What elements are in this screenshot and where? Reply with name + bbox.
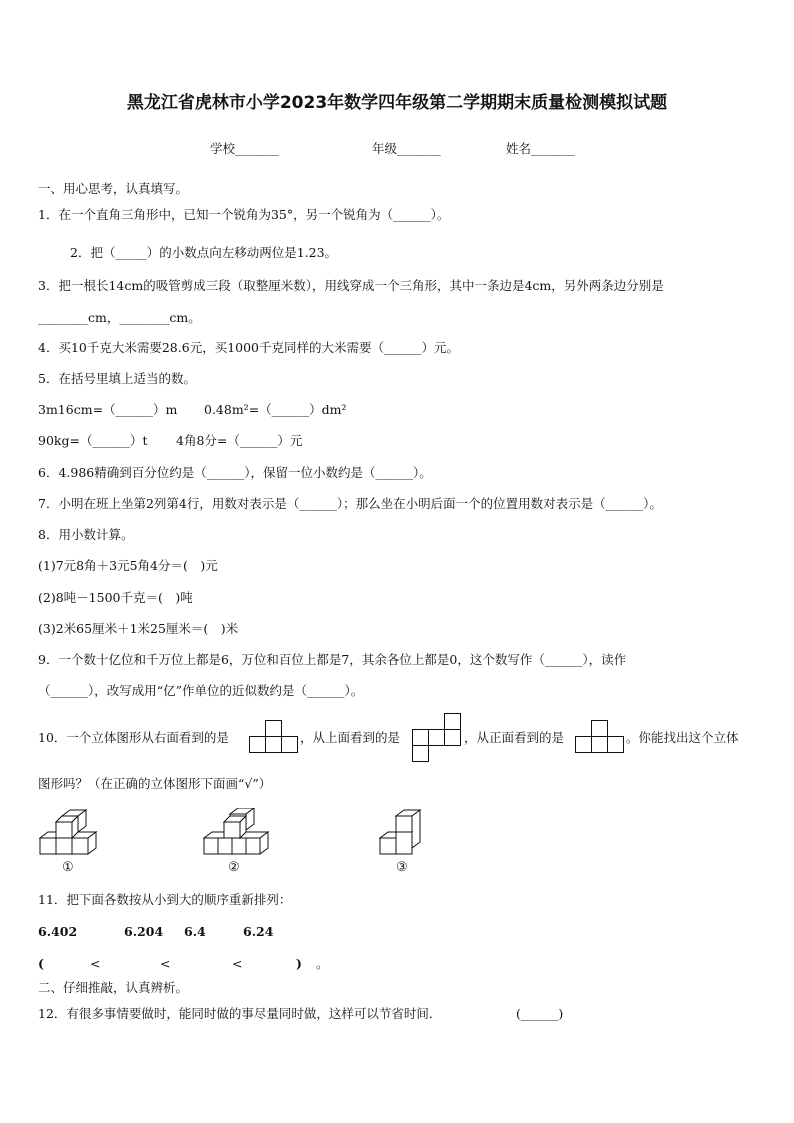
- question-2: 2．把（_____）的小数点向左移动两位是1.23。: [70, 245, 338, 260]
- q11-open-paren: (: [38, 956, 44, 971]
- question-5c: 90kg=（______）t: [38, 433, 148, 448]
- q11-less-than-2: <: [160, 956, 171, 971]
- question-5b: 0.48m²=（______）dm²: [204, 402, 347, 417]
- question-9-line-1: 9．一个数十亿位和千万位上都是6，万位和百位上都是7，其余各位上都是0，这个数写作（______），读作: [38, 652, 627, 667]
- question-10-part-b: ，从上面看到的是: [300, 730, 401, 745]
- question-8-2: (2)8吨－1500千克＝( )吨: [38, 590, 193, 605]
- question-10-part-c: ，从正面看到的是: [464, 730, 565, 745]
- question-5d: 4角8分=（______）元: [176, 433, 303, 448]
- front-view-figure: [575, 720, 625, 754]
- solid-figure-1[interactable]: [36, 808, 106, 856]
- option-3-label: ③: [396, 860, 408, 875]
- question-4: 4．买10千克大米需要28.6元，买1000千克同样的大米需要（______）元。: [38, 340, 460, 355]
- right-view-figure: [249, 720, 299, 754]
- question-8-3: (3)2米65厘米＋1米25厘米＝( )米: [38, 621, 239, 636]
- question-11: 11．把下面各数按从小到大的顺序重新排列：: [38, 892, 292, 907]
- q11-number-3: 6.4: [184, 924, 206, 939]
- option-2-label: ②: [228, 860, 240, 875]
- name-field[interactable]: 姓名_______: [506, 141, 575, 156]
- question-3-line-2: ________cm，________cm。: [38, 310, 201, 325]
- question-8: 8．用小数计算。: [38, 527, 134, 542]
- section-1-heading: 一、用心思考，认真填写。: [38, 181, 189, 196]
- question-10-part-a: 10．一个立体图形从右面看到的是: [38, 730, 229, 745]
- q11-number-4: 6.24: [243, 924, 274, 939]
- question-3-line-1: 3．把一根长14cm的吸管剪成三段（取整厘米数），用线穿成一个三角形，其中一条边是4cm，另外两条边分别是: [38, 278, 664, 293]
- section-2-heading: 二、仔细推敲，认真辨析。: [38, 980, 189, 995]
- q11-close-paren: ): [296, 956, 302, 971]
- question-12-blank[interactable]: (______): [516, 1006, 564, 1021]
- q11-number-2: 6.204: [124, 924, 164, 939]
- q11-less-than-1: <: [90, 956, 101, 971]
- solid-figure-3[interactable]: [378, 808, 428, 856]
- q11-period: 。: [316, 956, 329, 971]
- school-field[interactable]: 学校_______: [210, 141, 279, 156]
- question-10-part-d: 。你能找出这个立体: [626, 730, 739, 745]
- question-12: 12．有很多事情要做时，能同时做的事尽量同时做，这样可以节省时间．: [38, 1006, 442, 1021]
- page-title: 黑龙江省虎林市小学2023年数学四年级第二学期期末质量检测模拟试题: [126, 93, 668, 113]
- solid-figure-2[interactable]: [200, 808, 274, 856]
- question-5a: 3m16cm=（______）m: [38, 402, 178, 417]
- grade-field[interactable]: 年级_______: [372, 141, 441, 156]
- question-5: 5．在括号里填上适当的数。: [38, 371, 196, 386]
- option-1-label: ①: [62, 860, 74, 875]
- top-view-figure: [412, 713, 462, 763]
- question-7: 7．小明在班上坐第2列第4行，用数对表示是（______）；那么坐在小明后面一个的位置用数对表示是（______）。: [38, 496, 662, 511]
- question-1: 1．在一个直角三角形中，已知一个锐角为35°，另一个锐角为（______）。: [38, 207, 450, 222]
- q11-less-than-3: <: [232, 956, 243, 971]
- question-8-1: (1)7元8角＋3元5角4分＝( )元: [38, 558, 218, 573]
- question-9-line-2: （______），改写成用“亿”作单位的近似数约是（______）。: [38, 683, 364, 698]
- question-10-line-2: 图形吗？（在正确的立体图形下面画“√”）: [38, 776, 272, 791]
- question-6: 6．4.986精确到百分位约是（______），保留一位小数约是（______）。: [38, 465, 432, 480]
- q11-number-1: 6.402: [38, 924, 78, 939]
